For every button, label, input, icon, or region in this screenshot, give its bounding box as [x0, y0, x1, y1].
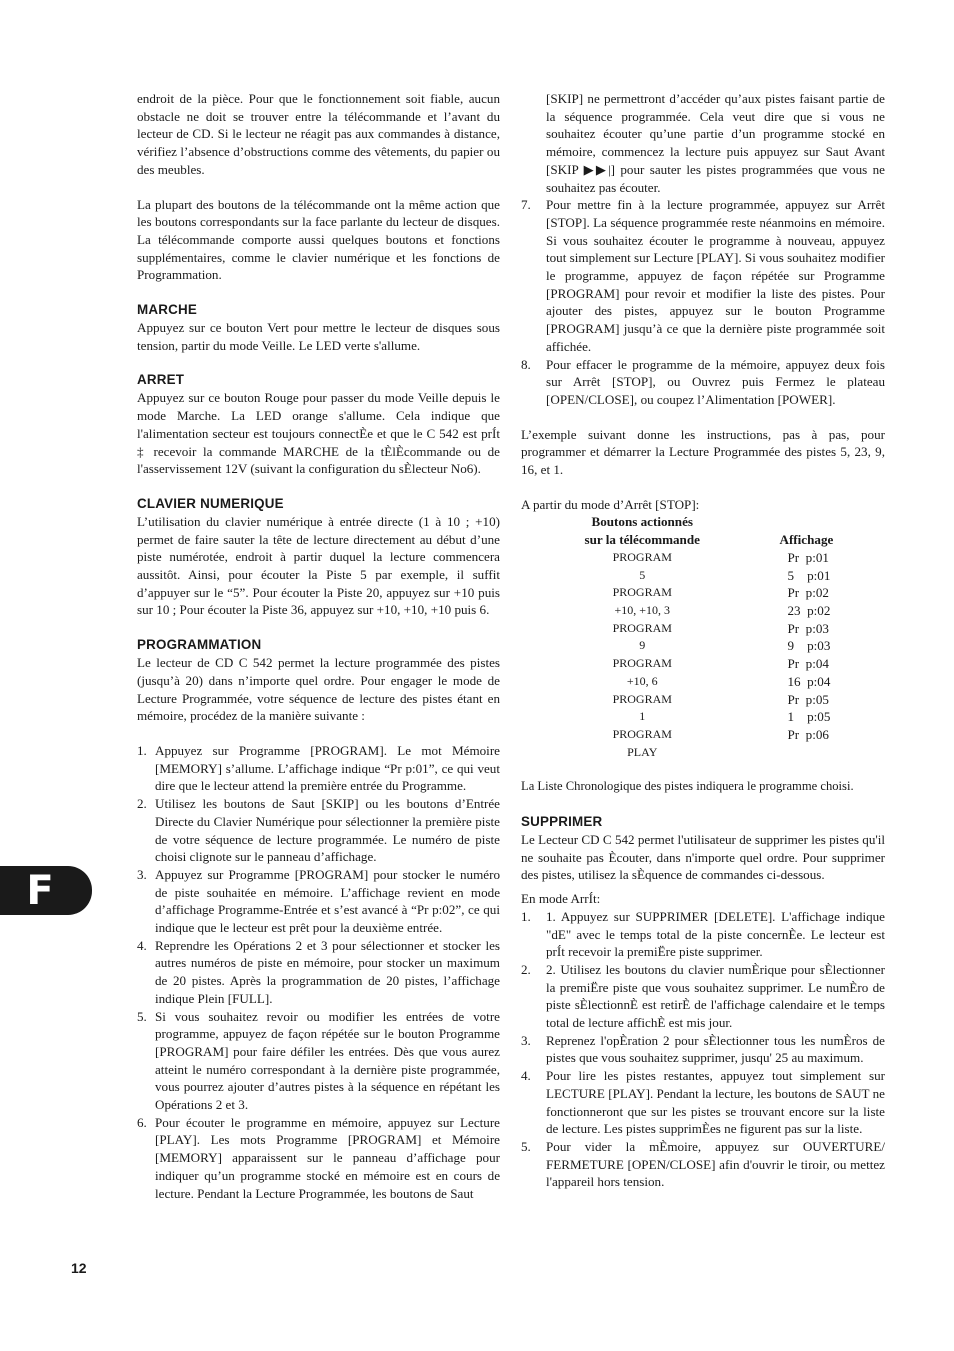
table-cell-button: PROGRAM — [612, 726, 672, 741]
intro-paragraph-2: La plupart des boutons de la télécommande ont la même action que les boutons correspondants sur la face parlante du lecteur de disques. La télécommande comporte aussi quelques boutons et fonctions supplémentaires, comme le clavier numérique et les fonctions de Programmation. — [137, 196, 500, 283]
table-row — [539, 655, 885, 673]
clavier-heading: CLAVIER NUMERIQUE — [137, 495, 284, 511]
left-column — [137, 90, 500, 1202]
list-item: 7. Pour mettre fin à la lecture programmée, appuyez sur Arrêt [STOP]. La séquence programmée reste néanmoins en mémoire. Si vous souhaitez écouter le programme à nouveau, appuyez tout simplement sur Lecture [PLAY]. Si vous souhaitez modifier le programme, appuyez de façon répétée sur Programme [PROGRAM] pour revoir et modifier la liste des pistes. Pour ajouter des pistes, appuyez sur le bouton Programme [PROGRAM] jusqu’à ce que la dernière piste programmée soit affichée. — [521, 197, 885, 354]
programmation-text: Le lecteur de CD C 542 permet la lecture programmée des pistes (jusqu’à 20) dans n’importe quel ordre. Pour engager le mode de Lecture Programmée, votre séquence de lecture des pistes étant en mémoire, procédez de la manière suivante : — [137, 655, 500, 724]
list-item: 4. Pour lire les pistes restantes, appuyez tout simplement sur LECTURE [PLAY]. Pendant la lecture, les boutons de SAUT ne fonctionneront que sur les pistes se trouvant encore sur la liste de lecture. Les pistes supprimÈes ne figurent pas sur la liste. — [521, 1068, 885, 1137]
table-cell-button: PROGRAM — [612, 691, 672, 706]
programmation-heading: PROGRAMMATION — [137, 637, 262, 653]
stop-mode-label: En mode ArrÍt: — [521, 891, 601, 907]
list-item: 5. Si vous souhaitez revoir ou modifier les entrées de votre programme, appuyez de façon répétée sur le bouton Programme [PROGRAM] pour faire défiler les entrées. Dès que vous aurez atteint le numéro correspondant à la dernière piste programmée, vous pourrez ajouter d’autres pistes à la séquence en répétant les Opérations 2 et 3. — [137, 1008, 500, 1113]
table-row — [539, 708, 885, 726]
list-item: 8. Pour effacer le programme de la mémoire, appuyez deux fois sur Arrêt [STOP], ou Ouvrez puis Fermez le plateau [OPEN/CLOSE], ou coupez l’Alimentation [POWER]. — [521, 356, 885, 407]
list-item: 3. Appuyez sur Programme [PROGRAM] pour stocker le numéro de piste souhaitée en mémoire. L’affichage revient en mode d’affichage Programme-Entrée et s’est avancé à “Pr p:02”, ce qui indique que le lecteur est prêt pour la deuxième entrée. — [137, 866, 500, 936]
table-row — [539, 620, 885, 638]
table-cell-button: +10, +10, 3 — [614, 602, 671, 617]
list-item: 2. 2. Utilisez les boutons du clavier numÈrique pour sÈlectionner la premiËre piste que vous souhaitez supprimer. Le numÈro de piste sÈlectionnÈ est retirÈ de l'affichage calendaire et le temps total de lecture affichÈ est mis jour. — [521, 961, 885, 1031]
table-cell-button: PROGRAM — [612, 656, 672, 671]
table-body — [539, 549, 885, 761]
table-cell-button: PLAY — [627, 744, 658, 759]
table-cell-display: Pr p:01 — [787, 549, 829, 565]
table-cell-button: 9 — [639, 638, 646, 653]
clavier-text: L’utilisation du clavier numérique à entrée directe (1 à 10 ; +10) permet de faire sauter la tête de lecture directement au début d’une piste numérotée, endroit à partir duquel la lecture commencera aussitôt. Ainsi, pour écouter la Piste 5 par exemple, il suffit d’appuyer sur le “5”. Pour écouter la Piste 20, appuyez sur +10 puis sur 10 ; Pour écouter la Piste 36, appuyez sur +10, +10, +10 puis 6. — [137, 513, 500, 618]
table-cell-button: PROGRAM — [612, 549, 672, 564]
table-row — [539, 726, 885, 744]
table-row — [539, 584, 885, 602]
table-cell-display — [745, 744, 885, 762]
table-cell-button: 1 — [639, 709, 646, 724]
list-item: 3. Reprenez l'opÈration 2 pour sÈlectionner tous les numÈros de pistes que vous souhaitez supprimer, jusqu' 25 au maximum. — [521, 1032, 885, 1066]
table-header-buttons: Boutons actionnés sur la télécommande — [584, 514, 700, 548]
table-cell-display: 16 p:04 — [787, 673, 831, 689]
table-row — [539, 744, 885, 762]
marche-text: Appuyez sur ce bouton Vert pour mettre le lecteur de disques sous tension, partir du mode Veille. Le LED verte s'allume. — [137, 320, 500, 353]
right-column — [521, 90, 885, 1191]
program-steps-continued — [521, 90, 885, 409]
page-number: 12 — [71, 1260, 87, 1276]
table-row — [539, 602, 885, 620]
example-intro: L’exemple suivant donne les instructions, pas à pas, pour programmer et démarrer la Lecture Programmée des pistes 5, 23, 9, 16, et 1. — [521, 426, 885, 478]
program-example-table — [539, 513, 885, 761]
table-cell-display: 9 p:03 — [787, 638, 831, 654]
table-cell-button: PROGRAM — [612, 585, 672, 600]
arret-text: Appuyez sur ce bouton Rouge pour passer du mode Veille depuis le mode Marche. La LED orange s'allume. Cela indique que l'alimentation secteur est toujours connectÈe et que le C 542 est prÍt ‡ recevoir la commande MARCHE de la tÈlÈcommande ou de l'asservissement 12V (suivant la configuration du sÈlecteur No6). — [137, 390, 500, 477]
arret-heading: ARRET — [137, 372, 185, 388]
table-cell-display: 1 p:05 — [787, 709, 831, 725]
list-item: 6. Pour écouter le programme en mémoire, appuyez sur Lecture [PLAY]. Les mots Programme [PROGRAM] et Mémoire [MEMORY] apparaissent sur le panneau d’affichage pour indiquer qu’un programme stocké en mémoire est en cours de lecture. Pendant la Lecture Programmée, les boutons de Saut — [137, 1114, 500, 1201]
list-item: 4. Reprendre les Opérations 2 et 3 pour sélectionner et stocker les autres numéros de piste en mémoire, pour stocker un maximum de 20 pistes. Après la programmation de 20 pistes, l’affichage indique Plein [FULL]. — [137, 937, 500, 1006]
table-row — [539, 567, 885, 585]
table-row — [539, 691, 885, 709]
table-cell-button: PROGRAM — [612, 620, 672, 635]
intro-paragraph-1: endroit de la pièce. Pour que le fonctionnement soit fiable, aucun obstacle ne doit se trouver entre la télécommande et l’avant du lecteur de CD. Si le lecteur ne réagit pas aux commandes à distance, vérifiez l’absence d’obstructions comme des vêtements, du papier ou des meubles. — [137, 91, 500, 177]
supprimer-text: Le Lecteur CD C 542 permet l'utilisateur de supprimer les pistes qu'il ne souhaite pas Ècouter, dans n'importe quel ordre. Pour supprimer des pistes, utilisez la sÈquence de commandes ci-dessous. — [521, 832, 885, 883]
table-row — [539, 637, 885, 655]
table-cell-display: Pr p:02 — [787, 585, 829, 601]
table-cell-display: Pr p:04 — [787, 656, 829, 672]
delete-steps-list — [521, 908, 885, 1191]
table-row — [539, 549, 885, 567]
table-cell-display: 5 p:01 — [787, 567, 831, 583]
supprimer-heading: SUPPRIMER — [521, 814, 603, 830]
table-cell-display: Pr p:03 — [787, 620, 829, 636]
table-cell-display: 23 p:02 — [787, 602, 831, 618]
list-item: [SKIP] ne permettront d’accéder qu’aux pistes faisant partie de la séquence programmée. Cela veut dire que si vous ne souhaitez écouter qu’une partie d’un programme stocké en mémoire, commencez la lecture puis appuyez sur Saut Avant [SKIP ▶▶|] pour sauter les pistes programmées que vous ne souhaitez pas écouter. — [546, 91, 885, 195]
from-stop-label: A partir du mode d’Arrêt [STOP]: — [521, 496, 700, 512]
table-cell-button: 5 — [639, 567, 646, 582]
language-tab-letter: F — [26, 867, 54, 914]
marche-heading: MARCHE — [137, 302, 197, 318]
table-row — [539, 673, 885, 691]
language-tab — [0, 866, 92, 915]
table-header-display: Affichage — [779, 532, 834, 548]
list-item: 1. 1. Appuyez sur SUPPRIMER [DELETE]. L'affichage indique "dE" avec le temps total de la piste concernÈe. Le lecteur est prÍt recevoir la premiËre piste supprimer. — [521, 908, 885, 960]
list-item: 5. Pour vider la mÈmoire, appuyez sur OUVERTURE/ FERMETURE [OPEN/CLOSE] afin d'ouvrir le tiroir, ou mettez l'appareil hors tension. — [521, 1138, 885, 1190]
list-item: 1. Appuyez sur Programme [PROGRAM]. Le mot Mémoire [MEMORY] s’allume. L’affichage indique “Pr p:01”, ce qui veut dire que le lecteur attend la première entrée du Programme. — [137, 742, 500, 794]
table-cell-display: Pr p:05 — [787, 691, 829, 707]
table-cell-display: Pr p:06 — [787, 726, 829, 742]
table-cell-button: +10, 6 — [626, 673, 658, 688]
program-steps-list — [137, 742, 500, 1202]
list-item: 2. Utilisez les boutons de Saut [SKIP] ou les boutons d’Entrée Directe du Clavier Numérique pour sélectionner la première piste de votre séquence de lecture programmée. Le numéro de piste choisi clignote sur le panneau d’affichage. — [137, 796, 500, 865]
list-note: La Liste Chronologique des pistes indiquera le programme choisi. — [521, 779, 854, 794]
